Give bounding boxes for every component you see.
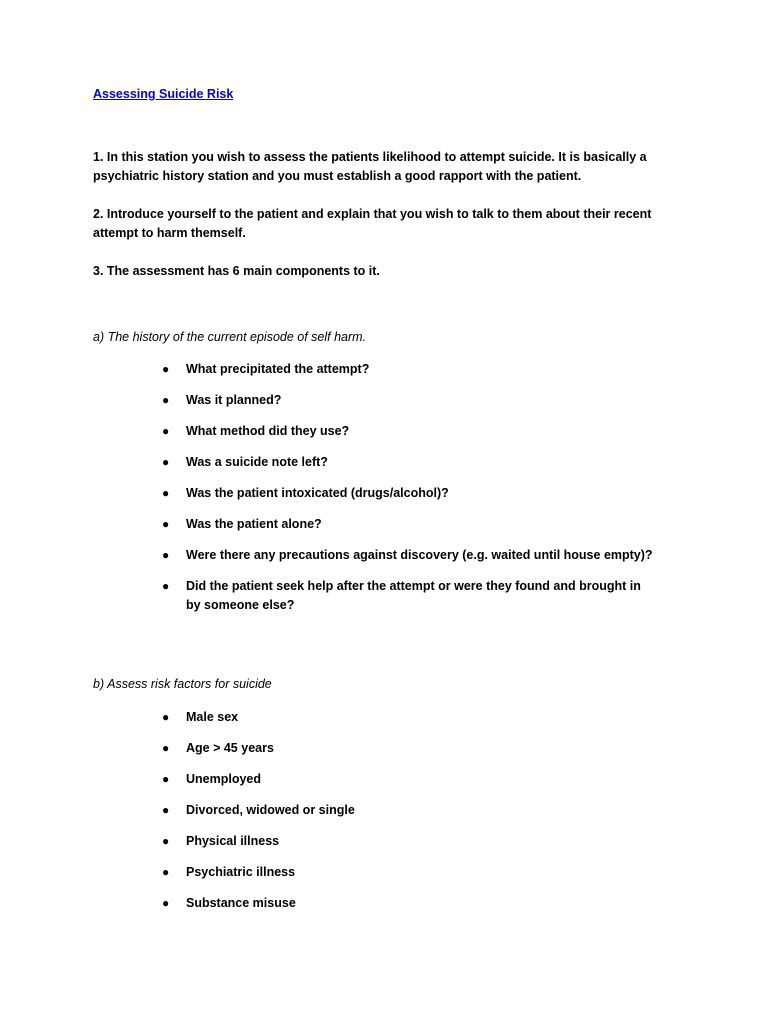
- bullet-icon: ●: [162, 710, 170, 724]
- list-item: [160, 894, 660, 913]
- list-item-text: Were there any precautions against discovery (e.g. waited until house empty)?: [186, 548, 653, 562]
- list-item: [160, 832, 660, 851]
- list-item: [160, 484, 660, 503]
- section-b-heading: b) Assess risk factors for suicide: [93, 677, 272, 691]
- list-item-text: Psychiatric illness: [186, 865, 296, 879]
- list-item: [160, 863, 660, 882]
- paragraph-2: 2. Introduce yourself to the patient and explain that you wish to talk to them about their recent attempt to harm themself.: [93, 207, 652, 240]
- list-item: [160, 739, 660, 758]
- list-item-text: Did the patient seek help after the attempt or were they found and brought in by someone else?: [186, 579, 641, 612]
- section-a-list: [160, 360, 660, 615]
- list-item-text: Divorced, widowed or single: [186, 803, 355, 817]
- list-item-text: Was it planned?: [186, 393, 282, 407]
- list-item: [160, 422, 660, 441]
- bullet-icon: ●: [162, 803, 170, 817]
- bullet-icon: ●: [162, 548, 170, 562]
- paragraph-1: 1. In this station you wish to assess the patients likelihood to attempt suicide. It is basically a psychiatric history station and you must establish a good rapport with the patient.: [93, 150, 647, 183]
- list-item: [160, 708, 660, 727]
- list-item: [160, 577, 656, 615]
- list-item: [160, 453, 660, 472]
- list-item-text: Male sex: [186, 710, 239, 724]
- bullet-icon: ●: [162, 486, 170, 500]
- list-item: [160, 515, 660, 534]
- list-item: [160, 391, 660, 410]
- list-item-text: Was a suicide note left?: [186, 455, 328, 469]
- list-item-text: Was the patient intoxicated (drugs/alcohol)?: [186, 486, 449, 500]
- paragraph-3: 3. The assessment has 6 main components to it.: [93, 264, 380, 278]
- section-b-list: [160, 708, 660, 913]
- bullet-icon: ●: [162, 517, 170, 531]
- bullet-icon: ●: [162, 772, 170, 786]
- list-item-text: Unemployed: [186, 772, 262, 786]
- list-item-text: Was the patient alone?: [186, 517, 322, 531]
- list-item-text: Age > 45 years: [186, 741, 274, 755]
- bullet-icon: ●: [162, 362, 170, 376]
- bullet-icon: ●: [162, 834, 170, 848]
- list-item: [160, 546, 660, 565]
- list-item-text: Physical illness: [186, 834, 280, 848]
- document-title-link[interactable]: Assessing Suicide Risk: [93, 87, 234, 101]
- bullet-icon: ●: [162, 579, 170, 593]
- list-item-text: What precipitated the attempt?: [186, 362, 370, 376]
- list-item: [160, 770, 660, 789]
- list-item-text: What method did they use?: [186, 424, 350, 438]
- bullet-icon: ●: [162, 393, 170, 407]
- bullet-icon: ●: [162, 741, 170, 755]
- list-item: [160, 801, 660, 820]
- bullet-icon: ●: [162, 424, 170, 438]
- bullet-icon: ●: [162, 865, 170, 879]
- section-a-heading: a) The history of the current episode of self harm.: [93, 330, 367, 344]
- list-item: [160, 360, 660, 379]
- bullet-icon: ●: [162, 455, 170, 469]
- bullet-icon: ●: [162, 896, 170, 910]
- list-item-text: Substance misuse: [186, 896, 296, 910]
